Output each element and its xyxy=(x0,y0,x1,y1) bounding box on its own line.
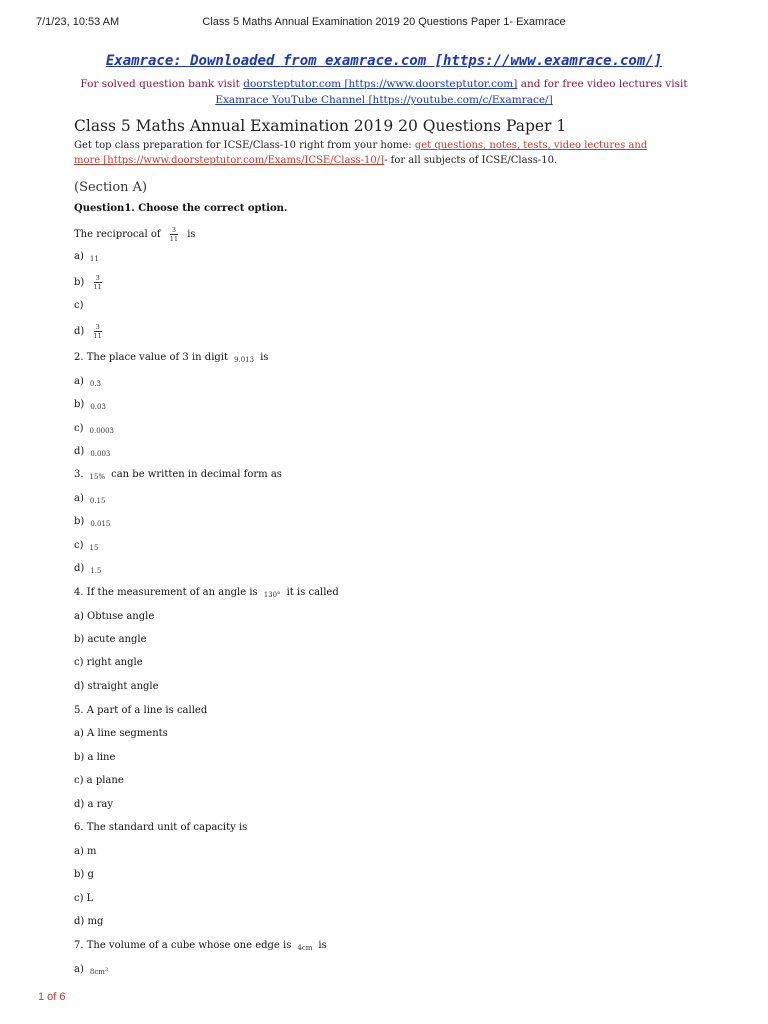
section-heading: (Section A) xyxy=(74,180,148,195)
question1-heading: Question1. Choose the correct option. xyxy=(74,203,288,214)
q3-math: 15% xyxy=(89,473,106,481)
q6-option-a: a) m xyxy=(74,846,97,857)
q1-option-c xyxy=(74,300,84,311)
document-title: Class 5 Maths Annual Examination 2019 20 Questions Paper 1 xyxy=(74,117,567,135)
option-math: 15 xyxy=(89,544,99,552)
print-title: Class 5 Maths Annual Examination 2019 20 Questions Paper 1- Examrace xyxy=(202,16,566,28)
q1-d-fraction xyxy=(94,323,102,340)
q4-prompt: 4. If the measurement of an angle is xyxy=(74,587,258,598)
q2-option-c xyxy=(74,423,120,435)
q3-text xyxy=(74,469,282,481)
q3-option-a xyxy=(74,493,111,505)
option-label: a) xyxy=(74,251,84,262)
intro-suffix: - for all subjects of ICSE/Class-10. xyxy=(384,155,558,166)
print-timestamp: 7/1/23, 10:53 AM xyxy=(36,16,120,28)
q7-math: 4cm xyxy=(297,944,313,952)
option-math: 1.5 xyxy=(90,567,102,575)
promo-text-part2: and for free video lectures visit xyxy=(520,78,688,90)
q5-option-c: c) a plane xyxy=(74,775,124,786)
q1-option-b xyxy=(74,274,108,291)
option-math: 0.03 xyxy=(90,403,106,411)
q6-option-b: b) g xyxy=(74,869,94,880)
q1-option-a xyxy=(74,251,105,263)
option-math: 0.015 xyxy=(90,520,111,528)
q7-a-exponent: 3 xyxy=(104,967,109,973)
youtube-channel-link[interactable]: Examrace YouTube Channel [https://youtube.com/c/Examrace/] xyxy=(215,94,553,106)
frac-den: 11 xyxy=(93,332,102,340)
print-header xyxy=(0,16,768,30)
option-label: a) xyxy=(74,964,84,975)
q7-a-value: 8cm xyxy=(89,968,105,976)
q1-b-fraction xyxy=(94,274,102,291)
q1-option-d xyxy=(74,323,108,340)
q5-option-d: d) a ray xyxy=(74,799,114,810)
q7-after: is xyxy=(318,940,327,951)
q6-text: 6. The standard unit of capacity is xyxy=(74,822,248,833)
q2-option-a xyxy=(74,376,107,388)
frac-num: 3 xyxy=(94,274,102,283)
option-label: b) xyxy=(74,277,85,288)
examrace-banner-link[interactable]: Examrace: Downloaded from examrace.com [https://www.examrace.com/] xyxy=(105,53,663,69)
q4-option-a: a) Obtuse angle xyxy=(74,611,155,622)
q4-math: 130° xyxy=(263,591,281,599)
option-label: d) xyxy=(74,326,85,337)
option-math: 0.0003 xyxy=(89,427,115,435)
q6-option-c: c) L xyxy=(74,893,94,904)
option-label: c) xyxy=(74,540,84,551)
q5-option-b: b) a line xyxy=(74,752,116,763)
intro-paragraph xyxy=(74,138,674,168)
doorsteptutor-link[interactable]: doorsteptutor.com [https://www.doorsteptutor.com] xyxy=(243,78,518,90)
promo-text xyxy=(70,76,698,108)
q1-after: is xyxy=(187,229,196,240)
q1-prompt: The reciprocal of xyxy=(74,229,161,240)
option-math: 11 xyxy=(89,255,99,263)
q4-text xyxy=(74,587,339,599)
icse-class10-link[interactable]: get questions, notes, tests, video lectures and more [https://www.doorsteptutor.com/Exams/ICSE/Class-10/] xyxy=(74,140,648,166)
q4-option-c: c) right angle xyxy=(74,657,143,668)
q3-option-c xyxy=(74,540,104,552)
q4-option-d: d) straight angle xyxy=(74,681,159,692)
promo-text-part1: For solved question bank visit xyxy=(80,78,240,90)
frac-den: 11 xyxy=(93,283,102,291)
option-label: b) xyxy=(74,516,85,527)
q2-text xyxy=(74,352,268,364)
option-math: 0.003 xyxy=(90,450,111,458)
option-label: a) xyxy=(74,493,84,504)
frac-num: 3 xyxy=(94,323,102,332)
q2-option-b xyxy=(74,399,112,411)
q1-fraction xyxy=(170,226,178,243)
q1-text xyxy=(74,226,196,243)
q2-prompt: 2. The place value of 3 in digit xyxy=(74,352,229,363)
q3-option-d xyxy=(74,563,107,575)
q3-prompt: 3. xyxy=(74,469,84,480)
q7-prompt: 7. The volume of a cube whose one edge is xyxy=(74,940,292,951)
option-label: d) xyxy=(74,446,85,457)
q1-frac-den: 11 xyxy=(169,235,179,243)
option-label: c) xyxy=(74,423,84,434)
q7-option-a xyxy=(74,964,114,976)
option-math: 0.15 xyxy=(89,497,106,505)
page-indicator: 1 of 6 xyxy=(38,991,66,1003)
option-math: 0.3 xyxy=(89,380,102,388)
q5-text: 5. A part of a line is called xyxy=(74,705,208,716)
q3-option-b xyxy=(74,516,116,528)
q1-frac-num: 3 xyxy=(170,226,178,235)
q2-option-d xyxy=(74,446,116,458)
q4-option-b: b) acute angle xyxy=(74,634,147,645)
q2-after: is xyxy=(260,352,269,363)
option-math xyxy=(90,968,108,976)
q6-option-d: d) mg xyxy=(74,916,104,927)
option-label: c) xyxy=(74,300,84,311)
q2-math: 9.013 xyxy=(234,356,255,364)
option-label: a) xyxy=(74,376,84,387)
option-label: b) xyxy=(74,399,85,410)
q7-text xyxy=(74,940,327,952)
option-label: d) xyxy=(74,563,85,574)
q4-after: it is called xyxy=(286,587,339,598)
q5-option-a: a) A line segments xyxy=(74,728,168,739)
q3-after: can be written in decimal form as xyxy=(111,469,282,480)
intro-text: Get top class preparation for ICSE/Class-10 right from your home: xyxy=(74,140,412,151)
